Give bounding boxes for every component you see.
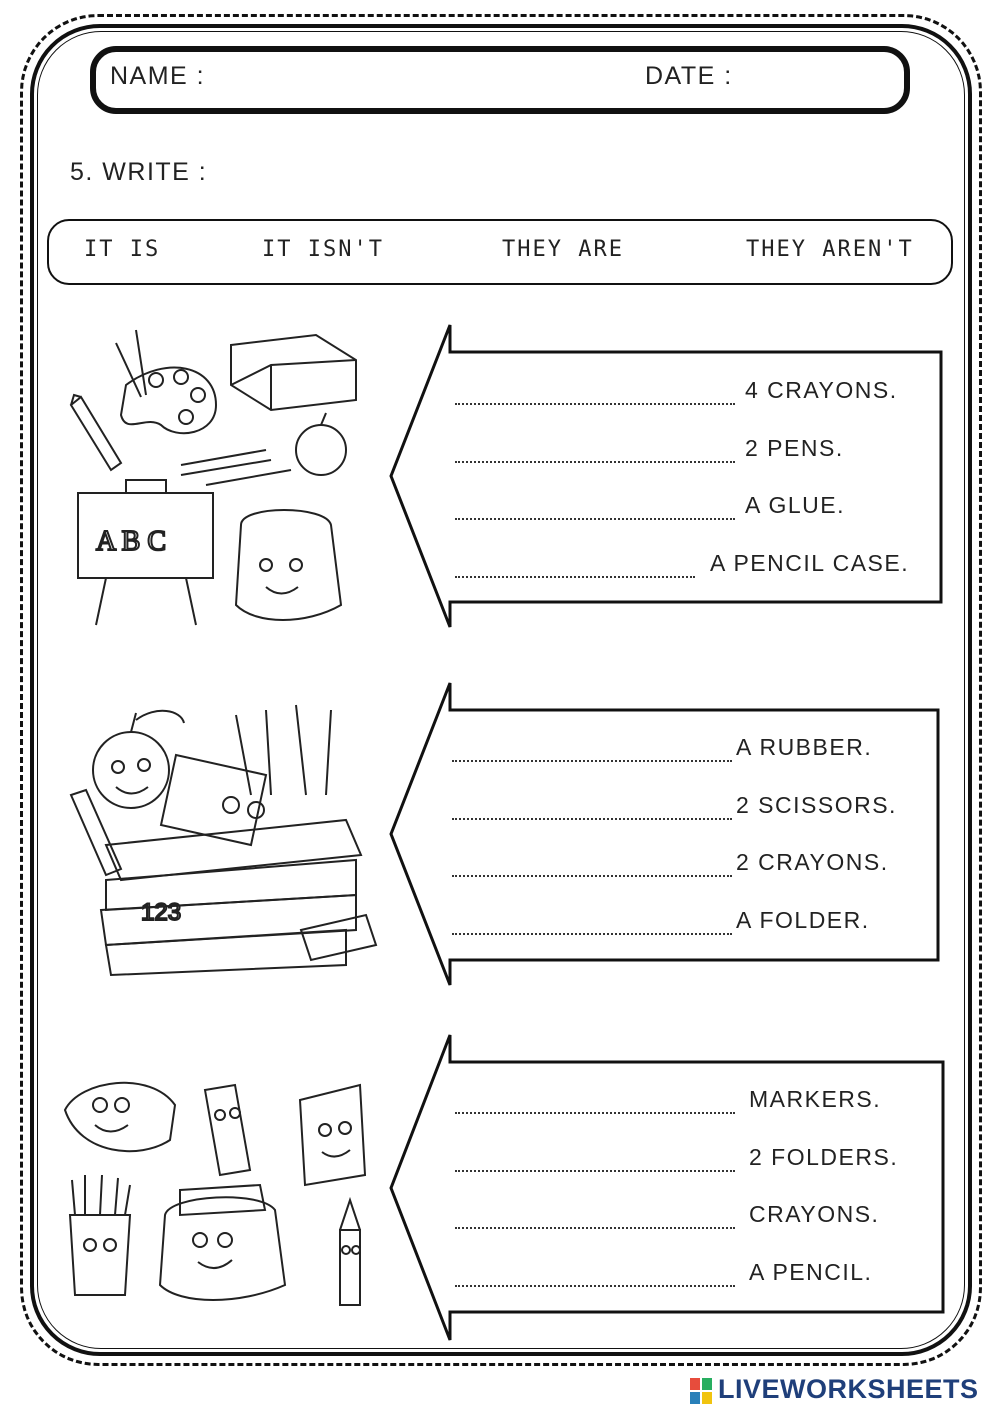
school-supplies-clipart xyxy=(66,325,386,635)
sentence-text: A FOLDER. xyxy=(736,907,870,933)
answer-line[interactable] xyxy=(452,760,732,762)
answer-line[interactable] xyxy=(455,1112,735,1114)
smiling-supplies-clipart xyxy=(60,1070,380,1310)
answer-line[interactable] xyxy=(455,1285,735,1287)
answer-line[interactable] xyxy=(452,933,732,935)
word-bank-item: IT IS xyxy=(84,237,161,262)
word-bank-item: THEY AREN'T xyxy=(746,237,914,262)
svg-text:A B C: A B C xyxy=(96,526,167,557)
answer-line[interactable] xyxy=(455,1227,735,1229)
word-bank-item: THEY ARE xyxy=(502,237,624,262)
sentence-text: 2 CRAYONS. xyxy=(736,849,889,875)
sentence-text: A GLUE. xyxy=(745,492,845,518)
answer-arrow-box xyxy=(388,680,944,988)
answer-arrow-box xyxy=(388,322,944,630)
svg-text:123: 123 xyxy=(141,899,182,926)
sentence-text: 2 PENS. xyxy=(745,435,844,461)
books-and-apple-clipart xyxy=(66,695,386,985)
sentence-text: CRAYONS. xyxy=(749,1201,880,1227)
answer-line[interactable] xyxy=(455,403,735,405)
answer-line[interactable] xyxy=(455,576,695,578)
sentence-text: A PENCIL. xyxy=(749,1259,873,1285)
name-label: NAME : xyxy=(110,62,206,90)
sentence-text: 2 SCISSORS. xyxy=(736,792,897,818)
answer-line[interactable] xyxy=(452,818,732,820)
answer-line[interactable] xyxy=(452,875,732,877)
answer-line[interactable] xyxy=(455,518,735,520)
word-bank-item: IT ISN'T xyxy=(262,237,384,262)
sentence-text: MARKERS. xyxy=(749,1086,882,1112)
answer-line[interactable] xyxy=(455,461,735,463)
footer-brand: LIVEWORKSHEETS xyxy=(718,1374,979,1404)
answer-line[interactable] xyxy=(455,1170,735,1172)
answer-arrow-box xyxy=(388,1032,946,1344)
date-label: DATE : xyxy=(645,62,733,90)
name-date-box xyxy=(90,46,910,114)
sentence-text: A RUBBER. xyxy=(736,734,873,760)
sentence-text: 2 FOLDERS. xyxy=(749,1144,899,1170)
sentence-text: 4 CRAYONS. xyxy=(745,377,898,403)
instruction-heading: 5. WRITE : xyxy=(70,158,208,186)
liveworksheets-logo-icon xyxy=(690,1378,714,1404)
sentence-text: A PENCIL CASE. xyxy=(710,550,910,576)
